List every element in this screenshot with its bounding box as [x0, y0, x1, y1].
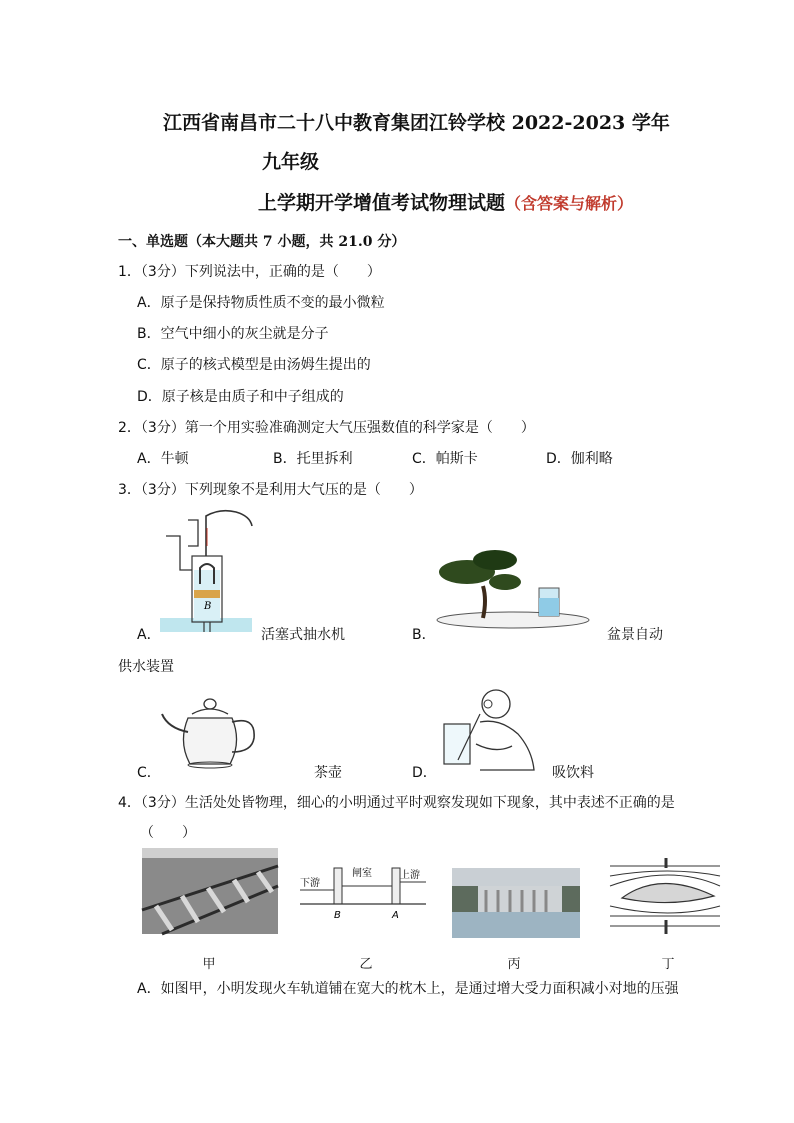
airfoil-shape	[622, 883, 714, 902]
section-heading: 一、单选题（本大题共 7 小题，共 21.0 分）	[118, 234, 406, 250]
bonsai-bottle-water	[539, 598, 559, 616]
q2-stem: 2．（3分）第一个用实验准确测定大气压强数值的科学家是（ ）	[118, 420, 535, 436]
q3-option-b-text-1: 盆景自动	[607, 627, 663, 643]
q3-option-a-letter: A．	[137, 627, 161, 643]
dam-sky	[452, 868, 580, 886]
teapot-knob	[204, 699, 216, 709]
q1-option-b: B．空气中细小的灰尘就是分子	[137, 326, 329, 342]
railway-sky	[142, 848, 278, 858]
teapot-figure	[160, 692, 258, 772]
bonsai-foliage-2	[473, 550, 517, 570]
drinker-body	[480, 721, 534, 770]
title-line-1: 江西省南昌市二十八中教育集团江铃学校 2022-2023 学年	[163, 112, 670, 134]
q3-option-a-text: 活塞式抽水机	[261, 627, 345, 643]
pump-label: B	[204, 601, 212, 612]
caption-ding: 丁	[661, 957, 675, 972]
lock-label-a: A	[392, 910, 399, 921]
q4-stem-paren: （ ）	[140, 825, 196, 841]
lock-label-down: 下游	[300, 878, 320, 889]
dam-water	[452, 912, 580, 938]
pump-water	[160, 618, 252, 632]
q3-option-b-text-2: 供水装置	[118, 659, 174, 675]
lock-gate-b	[334, 868, 342, 904]
q4-stem: 4．（3分）生活处处皆物理，细心的小明通过平时观察发现如下现象，其中表述不正确的是	[118, 795, 675, 811]
pump-spout	[166, 536, 192, 570]
lock-label-up: 上游	[400, 870, 420, 881]
dam-wall	[478, 886, 562, 912]
airfoil-diagram	[610, 858, 728, 934]
q3-option-c-text: 茶壶	[314, 765, 342, 781]
q1-option-a: A．原子是保持物质性质不变的最小微粒	[137, 295, 385, 311]
title-line-3	[258, 188, 633, 215]
drinking-figure	[440, 684, 536, 772]
q1-option-c: C．原子的核式模型是由汤姆生提出的	[137, 357, 371, 373]
q1-option-d: D．原子核是由质子和中子组成的	[137, 389, 344, 405]
q1-stem: 1．（3分）下列说法中，正确的是（ ）	[118, 264, 381, 280]
q3-option-c-letter: C．	[137, 765, 161, 781]
q2-option-c: C．帕斯卡	[412, 451, 478, 467]
drinker-arm	[476, 744, 512, 750]
teapot-body	[183, 718, 236, 764]
lock-gate-a	[392, 868, 400, 904]
q3-option-d-letter: D．	[412, 765, 437, 781]
railway-photo	[142, 848, 278, 934]
q2-option-b: B．托里拆利	[273, 451, 353, 467]
q2-option-a: A．牛顿	[137, 451, 189, 467]
bonsai-tray	[437, 612, 589, 628]
q2-option-d: D．伽利略	[546, 451, 613, 467]
dam-photo	[452, 868, 580, 938]
caption-yi: 乙	[359, 957, 373, 972]
teapot-lid	[192, 709, 228, 714]
piston-pump-figure	[160, 506, 252, 634]
pump-frame	[188, 520, 198, 546]
q3-option-d-text: 吸饮料	[552, 765, 594, 781]
lock-label-room: 闸室	[352, 868, 372, 879]
lock-label-b: B	[334, 910, 341, 921]
drinker-head	[482, 690, 510, 718]
caption-bing: 丙	[507, 957, 521, 972]
title-note: （含答案与解析）	[505, 194, 634, 213]
title-main: 上学期开学增值考试物理试题	[258, 192, 506, 214]
bonsai-foliage-3	[489, 574, 521, 590]
pump-handle	[206, 511, 252, 556]
bonsai-figure	[437, 540, 589, 630]
q3-stem: 3．（3分）下列现象不是利用大气压的是（ ）	[118, 482, 423, 498]
bonsai-trunk	[483, 586, 485, 618]
q4-option-a: A．如图甲，小明发现火车轨道铺在宽大的枕木上，是通过增大受力面积减小对地的压强	[137, 981, 679, 997]
caption-jia: 甲	[202, 957, 216, 972]
title-line-2: 九年级	[262, 151, 320, 173]
q3-option-b-letter: B．	[412, 627, 436, 643]
ship-lock-diagram	[300, 864, 426, 920]
pump-valve	[194, 590, 220, 598]
